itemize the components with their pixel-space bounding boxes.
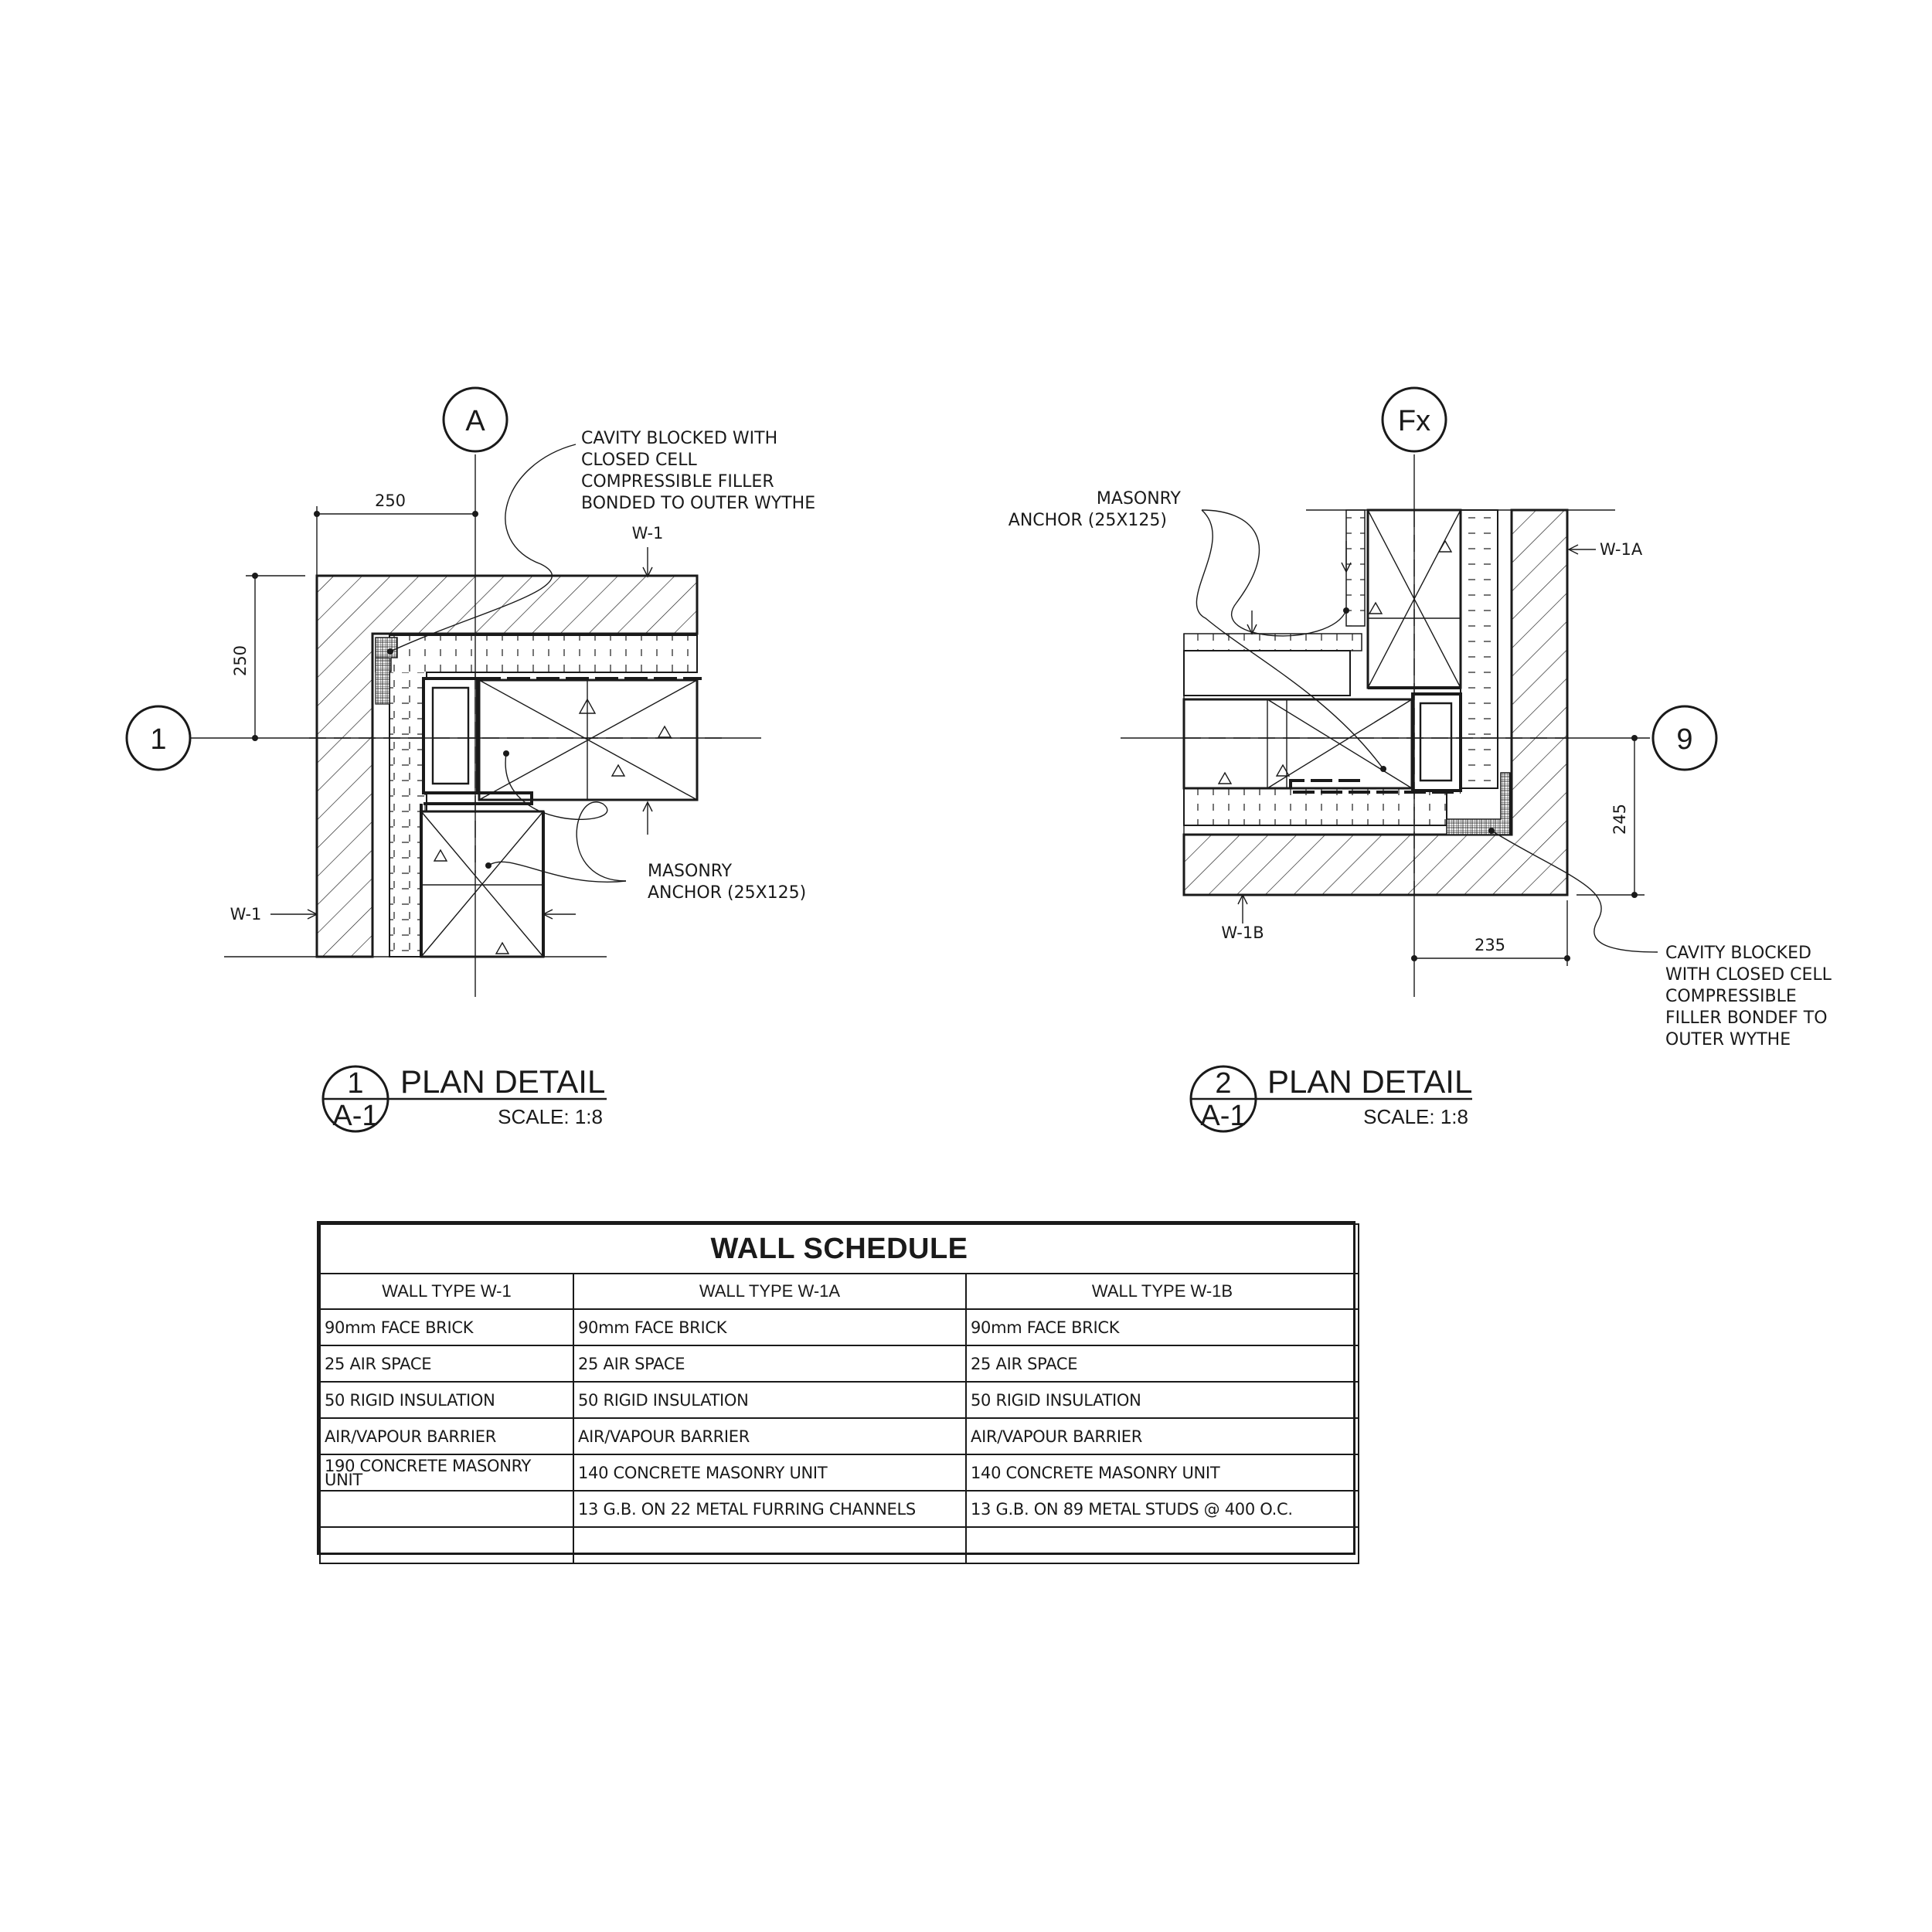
dimension-250-vertical: 250 [231, 645, 250, 677]
detail-2-title-text: PLAN DETAIL [1267, 1063, 1473, 1100]
grid-label-1: 1 [150, 723, 167, 756]
wall-schedule-title: WALL SCHEDULE [320, 1224, 1359, 1274]
table-row [320, 1527, 1359, 1563]
svg-text:MASONRY: MASONRY [1096, 489, 1181, 509]
table-cell: AIR/VAPOUR BARRIER [573, 1418, 966, 1454]
svg-text:BONDED TO OUTER WYTHE: BONDED TO OUTER WYTHE [581, 494, 816, 513]
table-cell: 25 AIR SPACE [320, 1345, 573, 1382]
grid-label-9: 9 [1676, 723, 1693, 756]
table-cell: 50 RIGID INSULATION [320, 1382, 573, 1418]
detail-2-title [1191, 1063, 1472, 1132]
detail-1-title [323, 1063, 607, 1132]
table-cell: 90mm FACE BRICK [573, 1309, 966, 1345]
table-row [320, 1454, 1359, 1491]
detail-2-plan [1009, 388, 1832, 1132]
table-cell: 13 G.B. ON 22 METAL FURRING CHANNELS [573, 1491, 966, 1527]
wall-tag-w1b: W-1B [1221, 923, 1264, 942]
svg-text:OUTER WYTHE: OUTER WYTHE [1665, 1030, 1791, 1049]
dimension-245-vertical: 245 [1611, 803, 1629, 835]
grid-label-fx: Fx [1397, 405, 1431, 437]
table-cell: 90mm FACE BRICK [320, 1309, 573, 1345]
svg-text:COMPRESSIBLE: COMPRESSIBLE [1665, 987, 1797, 1006]
detail-2-scale: SCALE: 1:8 [1363, 1105, 1468, 1128]
wall-tag-w1-left: W-1 [230, 905, 262, 923]
detail-1-plan [127, 388, 815, 1132]
detail-1-number: 1 [347, 1067, 364, 1100]
note-cavity-blocked-1 [581, 429, 815, 513]
table-row [320, 1418, 1359, 1454]
table-row [320, 1309, 1359, 1345]
detail-1-scale: SCALE: 1:8 [498, 1105, 603, 1128]
svg-text:ANCHOR (25X125): ANCHOR (25X125) [648, 883, 807, 903]
metal-stud [423, 679, 478, 793]
table-row [320, 1382, 1359, 1418]
svg-text:CAVITY BLOCKED WITH: CAVITY BLOCKED WITH [581, 429, 778, 448]
table-cell: 13 G.B. ON 89 METAL STUDS @ 400 O.C. [966, 1491, 1359, 1527]
table-cell [320, 1527, 573, 1563]
note-masonry-anchor-2 [1009, 489, 1182, 530]
table-cell: 190 CONCRETE MASONRY UNIT [320, 1454, 573, 1491]
dimension-235-horizontal: 235 [1474, 936, 1506, 954]
header-wall-type-w1: WALL TYPE W-1 [320, 1274, 573, 1309]
svg-text:CAVITY BLOCKED: CAVITY BLOCKED [1665, 944, 1811, 963]
wall-tag-w1a: W-1A [1600, 540, 1643, 559]
note-cavity-blocked-2 [1665, 944, 1832, 1049]
table-cell: 90mm FACE BRICK [966, 1309, 1359, 1345]
table-row [320, 1491, 1359, 1527]
table-cell: 140 CONCRETE MASONRY UNIT [573, 1454, 966, 1491]
svg-text:CLOSED CELL: CLOSED CELL [581, 451, 697, 470]
table-cell: 50 RIGID INSULATION [966, 1382, 1359, 1418]
table-cell [573, 1527, 966, 1563]
table-row [320, 1345, 1359, 1382]
wall-schedule-table [319, 1223, 1359, 1564]
svg-text:MASONRY: MASONRY [648, 862, 733, 881]
svg-text:FILLER BONDEF TO: FILLER BONDEF TO [1665, 1009, 1828, 1028]
wall-tag-w1-top: W-1 [631, 524, 664, 543]
table-cell: 140 CONCRETE MASONRY UNIT [966, 1454, 1359, 1491]
table-cell: 50 RIGID INSULATION [573, 1382, 966, 1418]
rigid-insulation-2 [1184, 788, 1447, 825]
detail-2-number: 2 [1215, 1067, 1232, 1100]
header-wall-type-w1a: WALL TYPE W-1A [573, 1274, 966, 1309]
dimension-250-horizontal: 250 [374, 492, 406, 510]
table-cell: 25 AIR SPACE [573, 1345, 966, 1382]
svg-text:COMPRESSIBLE FILLER: COMPRESSIBLE FILLER [581, 472, 774, 492]
table-cell [966, 1527, 1359, 1563]
grid-label-a: A [465, 405, 485, 437]
note-masonry-anchor-1 [648, 862, 806, 903]
detail-1-title-text: PLAN DETAIL [400, 1063, 606, 1100]
svg-text:ANCHOR (25X125): ANCHOR (25X125) [1008, 511, 1167, 530]
cmu-horizontal-2 [1184, 699, 1412, 788]
table-cell: 25 AIR SPACE [966, 1345, 1359, 1382]
table-cell [320, 1491, 573, 1527]
detail-1-sheet: A-1 [332, 1100, 379, 1132]
table-cell: AIR/VAPOUR BARRIER [320, 1418, 573, 1454]
wall-schedule [317, 1221, 1355, 1555]
table-cell: AIR/VAPOUR BARRIER [966, 1418, 1359, 1454]
detail-2-sheet: A-1 [1200, 1100, 1247, 1132]
svg-text:WITH CLOSED CELL: WITH CLOSED CELL [1665, 965, 1832, 985]
header-wall-type-w1b: WALL TYPE W-1B [966, 1274, 1359, 1309]
